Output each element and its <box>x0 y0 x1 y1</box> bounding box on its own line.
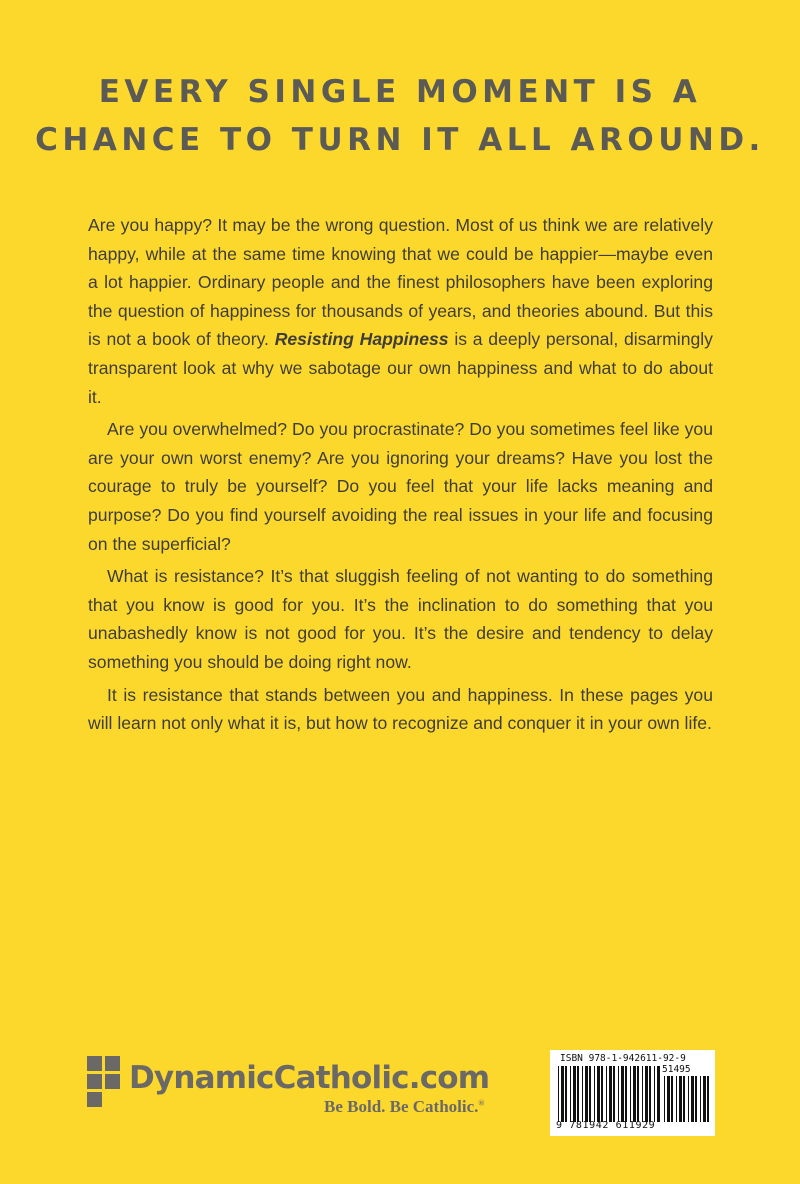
book-description <box>88 211 713 742</box>
paragraph-4: It is resistance that stands between you and happiness. In these pages you will learn not only what it is, but how to recognize and conquer it in your own life. <box>88 684 713 734</box>
publisher-name: DynamicCatholic.com <box>129 1060 490 1096</box>
headline-line-1: EVERY SINGLE MOMENT IS A <box>98 74 702 110</box>
headline <box>0 68 800 164</box>
isbn-barcode <box>550 1050 715 1136</box>
publisher-mark-icon <box>87 1056 122 1120</box>
price-code: 51495 <box>662 1064 691 1075</box>
paragraph-2: Are you overwhelmed? Do you procrastinate? Do you sometimes feel like you are your own worst enemy? Are you ignoring your dreams? Have you lost the courage to truly be yourself? Do you feel that your life lacks meaning and purpose? Do you find yourself avoiding the real issues in your life and focusing on the superficial? <box>88 419 713 554</box>
book-title: Resisting Happiness <box>274 329 449 350</box>
headline-line-2: CHANCE TO TURN IT ALL AROUND. <box>35 122 765 158</box>
isbn-number: ISBN 978-1-942611-92-9 <box>560 1053 686 1064</box>
ean-digits: 9 781942 611929 <box>556 1120 656 1131</box>
paragraph-1-text: Are you happy? It may be the wrong question. Most of us think we are relatively happy, while at the same time knowing that we could be happier—maybe even a lot happier. Ordinary people and the finest philosophers have been exploring the question of happiness for thousands of years, and theories abound. But this is not a book of theory. <box>88 215 713 350</box>
publisher-logo <box>87 1056 507 1120</box>
barcode-addon-bars <box>664 1076 709 1122</box>
publisher-tagline: Be Bold. Be Catholic.® <box>324 1097 485 1116</box>
paragraph-3: What is resistance? It’s that sluggish feeling of not wanting to do something that you know is good for you. It’s the inclination to do something that you unabashedly know is not good for you. It’s the desire and tendency to delay something you should be doing right now. <box>88 566 713 672</box>
paragraph-1-text-end: is a deeply personal, disarmingly transparent look at why we sabotage our own happiness and what to do about it. <box>88 329 713 407</box>
paragraph-1 <box>88 211 713 411</box>
barcode-bars <box>558 1066 662 1122</box>
